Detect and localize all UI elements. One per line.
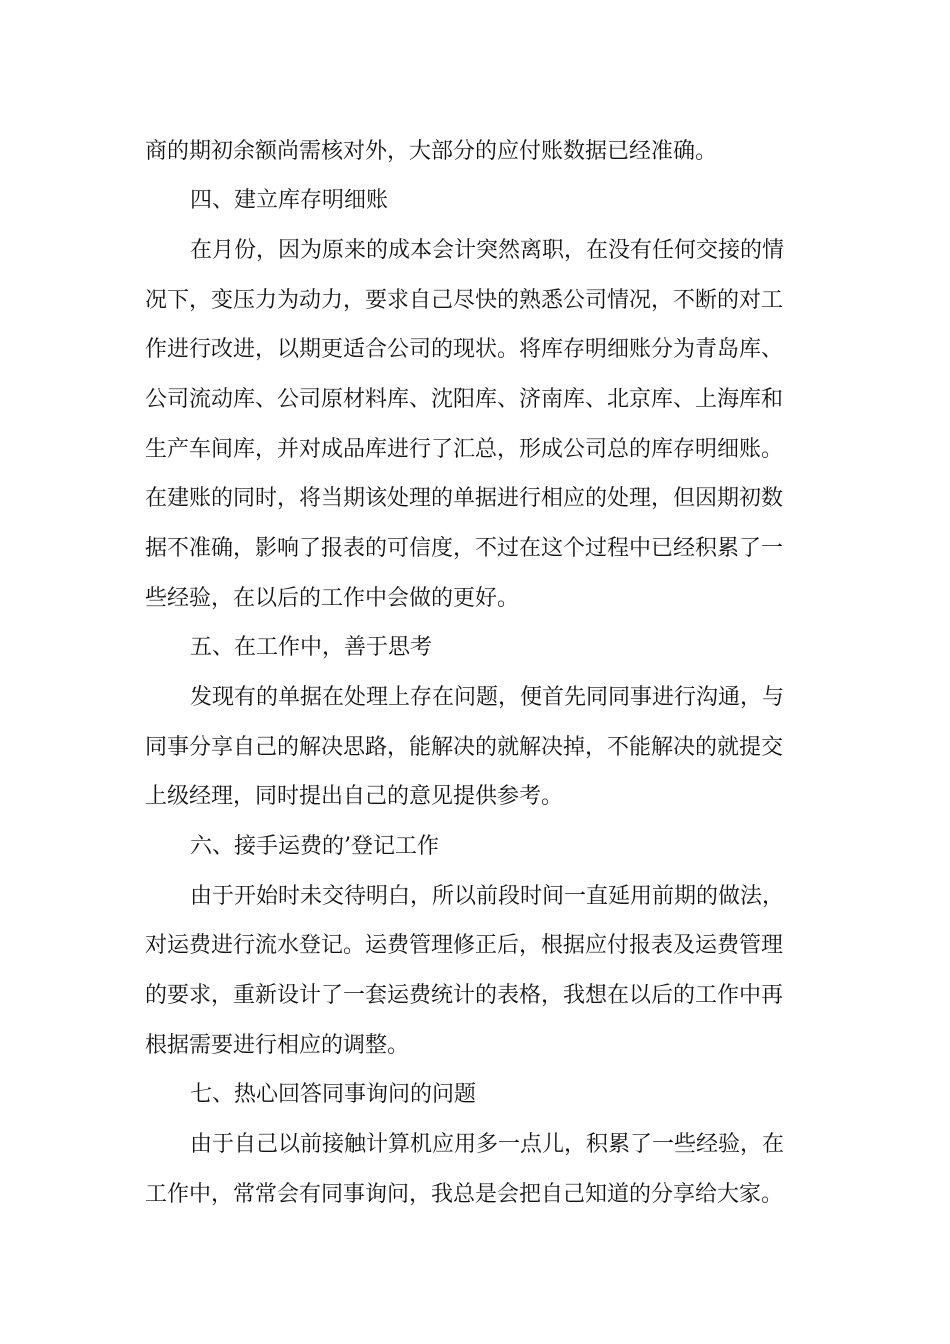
paragraph-line: 对运费进行流水登记。运费管理修正后，根据应付报表及运费管理 (145, 933, 784, 958)
section-heading-4: 四、建立库存明细账 (190, 188, 389, 213)
section-heading-6: 六、接手运费的’登记工作 (190, 834, 439, 859)
section-heading-5: 五、在工作中，善于思考 (190, 635, 433, 660)
paragraph-line: 公司流动库、公司原材料库、沈阳库、济南库、北京库、上海库和 (145, 387, 784, 412)
paragraph-line: 由于自己以前接触计算机应用多一点儿，积累了一些经验，在 (190, 1132, 785, 1157)
section-heading-7: 七、热心回答同事询问的问题 (190, 1082, 477, 1107)
paragraph-line: 生产车间库，并对成品库进行了汇总，形成公司总的库存明细账。 (145, 437, 784, 462)
paragraph-line: 况下，变压力为动力，要求自己尽快的熟悉公司情况，不断的对工 (145, 288, 784, 313)
paragraph-line: 上级经理，同时提出自己的意见提供参考。 (145, 784, 564, 809)
paragraph-line: 的要求，重新设计了一套运费统计的表格，我想在以后的工作中再 (145, 983, 784, 1008)
paragraph-line: 根据需要进行相应的调整。 (145, 1033, 410, 1058)
paragraph-line: 些经验，在以后的工作中会做的更好。 (145, 586, 520, 611)
paragraph-line: 商的期初余额尚需核对外，大部分的应付账数据已经准确。 (145, 139, 718, 164)
paragraph-line: 由于开始时未交待明白，所以前段时间一直延用前期的做法， (190, 884, 785, 909)
paragraph-line: 作进行改进，以期更适合公司的现状。将库存明细账分为青岛库、 (145, 337, 784, 362)
paragraph-line: 在建账的同时，将当期该处理的单据进行相应的处理，但因期初数 (145, 486, 784, 511)
paragraph-line: 在月份，因为原来的成本会计突然离职，在没有任何交接的情 (190, 238, 785, 263)
paragraph-line: 工作中，常常会有同事询问，我总是会把自己知道的分享给大家。 (145, 1182, 784, 1207)
paragraph-line: 发现有的单据在处理上存在问题，便首先同同事进行沟通，与 (190, 685, 785, 710)
paragraph-line: 同事分享自己的解决思路，能解决的就解决掉，不能解决的就提交 (145, 735, 784, 760)
paragraph-line: 据不准确，影响了报表的可信度，不过在这个过程中已经积累了一 (145, 536, 784, 561)
